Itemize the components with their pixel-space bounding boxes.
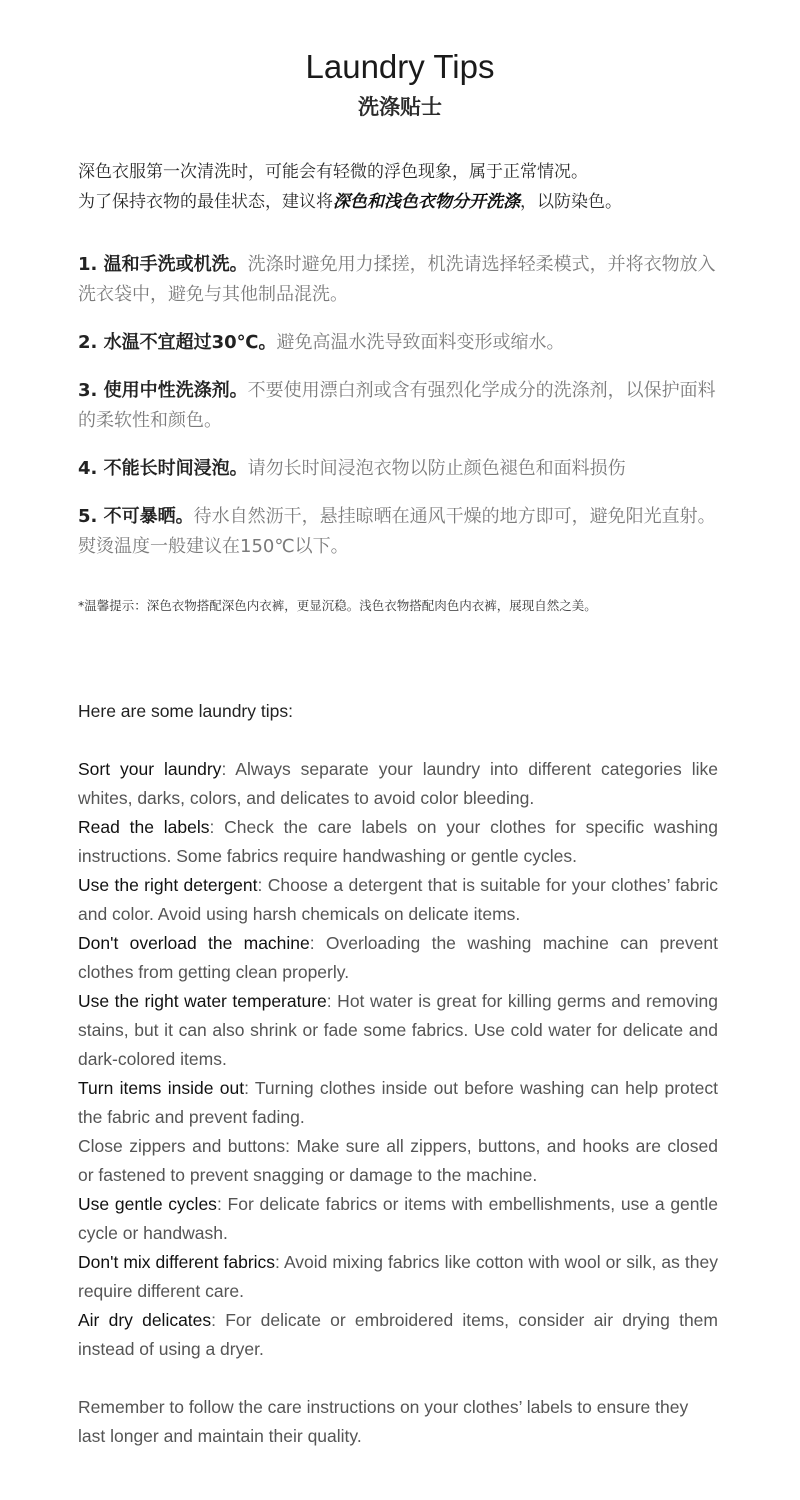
tip-cn-body: 不要使用漂白剂或含有强烈化学成分的洗涤剂，以保护面料的柔软性和颜色。 [78, 380, 716, 431]
english-tip-label: Don't overload the machine [78, 933, 310, 953]
tip-cn-body: 请勿长时间浸泡衣物以防止颜色褪色和面料损伤 [247, 458, 626, 479]
warm-tip-note: *温馨提示：深色衣物搭配深色内衣裤，更显沉稳。浅色衣物搭配肉色内衣裤，展现自然之美。 [78, 598, 597, 613]
english-tip-text: : Always separate your laundry into different categories like whites, darks, colors, and delicates to avoid color bleeding. [78, 759, 718, 808]
english-outro: Remember to follow the care instructions on your clothes’ labels to ensure they last longer and maintain their quality. [78, 1397, 689, 1446]
tip-cn-heading: 5. 不可暴晒。 [78, 506, 194, 527]
chinese-tips-list [78, 250, 728, 580]
english-tip-item [78, 1132, 718, 1190]
english-tip-text: : Check the care labels on your clothes for specific washing instructions. Some fabrics require handwashing or gentle cycles. [78, 817, 718, 866]
intro-line-1: 深色衣服第一次清洗时，可能会有轻微的浮色现象，属于正常情况。 [78, 162, 588, 182]
intro-line-2-suffix: ，以防染色。 [520, 192, 622, 212]
tip-cn-body: 避免高温水洗导致面料变形或缩水。 [276, 332, 565, 353]
english-tip-item [78, 813, 718, 871]
english-tips-section [78, 697, 718, 1451]
tip-cn-item [78, 454, 728, 484]
page-title: Laundry Tips [305, 48, 495, 85]
tip-cn-item [78, 502, 728, 562]
english-intro: Here are some laundry tips: [78, 701, 293, 721]
english-tip-label: Don't mix different fabrics [78, 1252, 276, 1272]
english-tip-item [78, 1306, 718, 1364]
english-tip-label: Use gentle cycles [78, 1194, 217, 1214]
english-tip-text: : For delicate or embroidered items, consider air drying them instead of using a dryer. [78, 1310, 718, 1359]
english-tip-label: Air dry delicates [78, 1310, 212, 1330]
tip-cn-item [78, 328, 728, 358]
english-tip-label: Read the labels [78, 817, 210, 837]
intro-emphasis: 深色和浅色衣物分开洗涤 [333, 192, 520, 212]
english-tip-item [78, 1074, 718, 1132]
tip-cn-heading: 4. 不能长时间浸泡。 [78, 458, 248, 479]
english-tip-text: : Overloading the washing machine can prevent clothes from getting clean properly. [78, 933, 718, 982]
english-tip-text: : For delicate fabrics or items with embellishments, use a gentle cycle or handwash. [78, 1194, 718, 1243]
tip-cn-heading: 1. 温和手洗或机洗。 [78, 254, 248, 275]
english-tip-item [78, 755, 718, 813]
tip-cn-body: 待水自然沥干，悬挂晾晒在通风干燥的地方即可，避免阳光直射。熨烫温度一般建议在150℃以下。 [78, 506, 716, 557]
english-tip-text: : Avoid mixing fabrics like cotton with wool or silk, as they require different care. [78, 1252, 718, 1301]
english-tip-item [78, 929, 718, 987]
english-tip-label: Use the right water temperature [78, 991, 327, 1011]
intro-paragraph [78, 157, 728, 217]
page-subtitle: 洗涤贴士 [358, 95, 442, 119]
english-tip-text: : Turning clothes inside out before washing can help protect the fabric and prevent fading. [78, 1078, 719, 1127]
english-tip-text: Close zippers and buttons: Make sure all zippers, buttons, and hooks are closed or fastened to prevent snagging or damage to the machine. [78, 1136, 718, 1185]
english-tip-text: : Hot water is great for killing germs and removing stains, but it can also shrink or fade some fabrics. Use cold water for delicate and dark-colored items. [78, 991, 718, 1069]
tip-cn-item [78, 376, 728, 436]
english-tip-item [78, 1190, 718, 1248]
tip-cn-body: 洗涤时避免用力揉搓，机洗请选择轻柔模式，并将衣物放入洗衣袋中，避免与其他制品混洗。 [78, 254, 716, 305]
intro-line-2-prefix: 为了保持衣物的最佳状态，建议将 [78, 192, 333, 212]
english-tip-item [78, 1248, 718, 1306]
english-tip-label: Use the right detergent [78, 875, 258, 895]
english-tip-label: Sort your laundry [78, 759, 222, 779]
tip-cn-heading: 3. 使用中性洗涤剂。 [78, 380, 248, 401]
tip-cn-item [78, 250, 728, 310]
english-tip-text: : Choose a detergent that is suitable for your clothes’ fabric and color. Avoid using harsh chemicals on delicate items. [78, 875, 718, 924]
intro-line-2 [78, 187, 728, 217]
english-tip-label: Turn items inside out [78, 1078, 245, 1098]
english-tip-item [78, 871, 718, 929]
english-tip-item [78, 987, 718, 1074]
tip-cn-heading: 2. 水温不宜超过30℃。 [78, 332, 277, 353]
